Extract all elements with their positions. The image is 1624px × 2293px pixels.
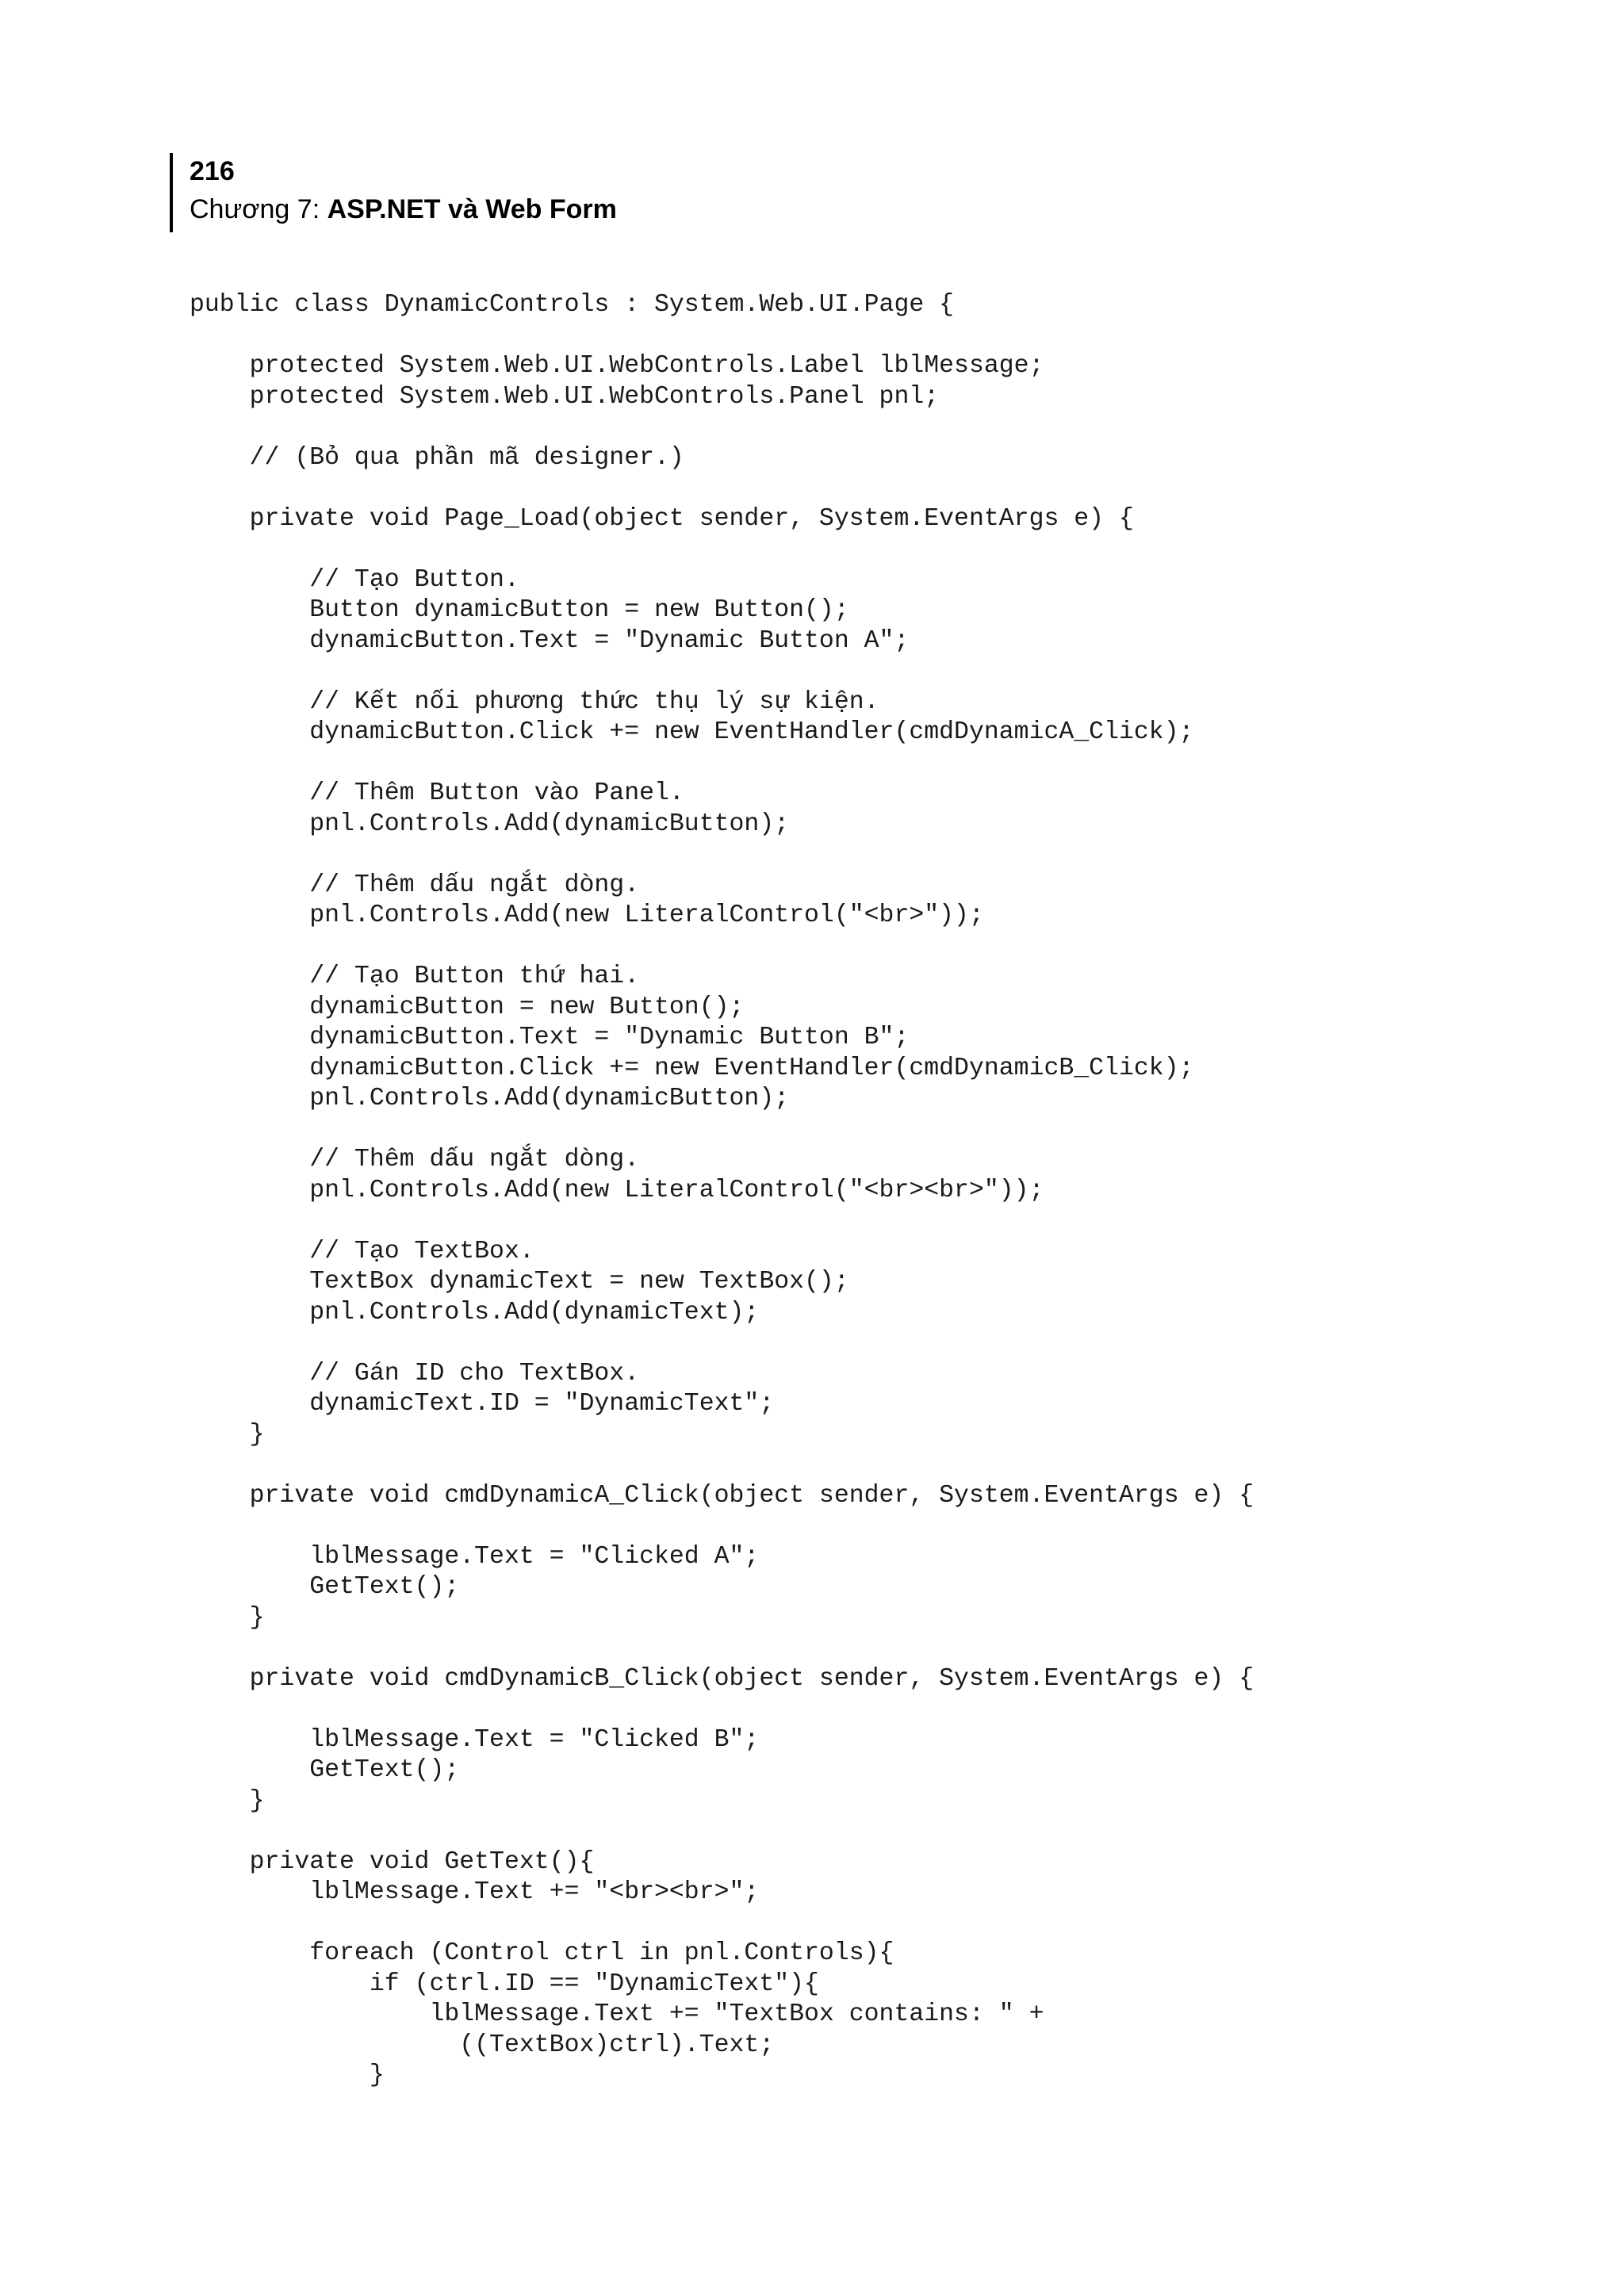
code-line <box>190 534 1254 565</box>
code-line: private void cmdDynamicB_Click(object sender, System.EventArgs e) { <box>190 1664 1254 1693</box>
code-line <box>190 1694 1254 1725</box>
code-line: // Thêm dấu ngắt dòng. <box>190 871 640 899</box>
code-line: protected System.Web.UI.WebControls.Label lblMessage; <box>190 352 1044 380</box>
page-number: 216 <box>190 156 235 186</box>
code-line: pnl.Controls.Add(new LiteralControl("<br>")); <box>190 902 984 929</box>
code-line: lblMessage.Text += "<br><br>"; <box>190 1878 760 1906</box>
code-line <box>190 1206 1254 1237</box>
code-line: GetText(); <box>190 1756 460 1784</box>
code-line: } <box>190 1420 265 1449</box>
code-line <box>190 1511 1254 1542</box>
code-line: private void GetText(){ <box>190 1847 595 1876</box>
code-line <box>190 1633 1254 1664</box>
code-line: protected System.Web.UI.WebControls.Panel pnl; <box>190 382 940 411</box>
code-line <box>190 321 1254 352</box>
code-line <box>190 932 1254 963</box>
code-line: lblMessage.Text = "Clicked B"; <box>190 1725 760 1754</box>
code-line: // Tạo TextBox. <box>190 1237 534 1265</box>
code-line <box>190 1115 1254 1146</box>
code-line: TextBox dynamicText = new TextBox(); <box>190 1268 849 1296</box>
code-line: dynamicButton.Click += new EventHandler(cmdDynamicB_Click); <box>190 1054 1194 1082</box>
code-line: private void cmdDynamicA_Click(object sender, System.EventArgs e) { <box>190 1481 1254 1510</box>
code-line: dynamicButton.Click += new EventHandler(cmdDynamicA_Click); <box>190 718 1194 746</box>
chapter-prefix: Chương 7: <box>190 194 327 224</box>
code-line <box>190 1450 1254 1481</box>
code-line <box>190 657 1254 687</box>
code-line: Button dynamicButton = new Button(); <box>190 596 849 624</box>
code-line: // Thêm Button vào Panel. <box>190 779 684 807</box>
code-line: pnl.Controls.Add(dynamicText); <box>190 1298 760 1326</box>
code-line <box>190 1328 1254 1359</box>
code-line: dynamicButton.Text = "Dynamic Button A"; <box>190 626 910 655</box>
code-line: // Kết nối phương thức thụ lý sự kiện. <box>190 687 879 716</box>
code-line: dynamicButton.Text = "Dynamic Button B"; <box>190 1024 910 1051</box>
code-listing <box>190 290 1254 2092</box>
chapter-title: ASP.NET và Web Form <box>327 194 617 224</box>
code-line: if (ctrl.ID == "DynamicText"){ <box>190 1970 819 1998</box>
code-line: } <box>190 1603 265 1632</box>
code-line: lblMessage.Text = "Clicked A"; <box>190 1542 760 1571</box>
code-line: pnl.Controls.Add(dynamicButton); <box>190 810 790 838</box>
code-line: } <box>190 1786 265 1815</box>
code-line: // Thêm dấu ngắt dòng. <box>190 1146 640 1173</box>
code-line: foreach (Control ctrl in pnl.Controls){ <box>190 1939 894 1967</box>
code-line <box>190 840 1254 871</box>
code-line <box>190 748 1254 779</box>
code-line: // Tạo Button. <box>190 565 519 594</box>
code-line: } <box>190 2061 385 2089</box>
header-rule <box>170 153 173 232</box>
code-line: pnl.Controls.Add(new LiteralControl("<br><br>")); <box>190 1176 1044 1204</box>
code-line: public class DynamicControls : System.Web.UI.Page { <box>190 291 955 319</box>
code-line: ((TextBox)ctrl).Text; <box>190 2031 775 2059</box>
code-line: GetText(); <box>190 1573 460 1601</box>
code-line <box>190 1908 1254 1939</box>
code-line: // Tạo Button thứ hai. <box>190 963 640 990</box>
code-line: lblMessage.Text += "TextBox contains: " + <box>190 2000 1044 2028</box>
code-line <box>190 473 1254 504</box>
code-line: pnl.Controls.Add(dynamicButton); <box>190 1085 790 1112</box>
code-line: dynamicText.ID = "DynamicText"; <box>190 1390 775 1418</box>
code-line: // Gán ID cho TextBox. <box>190 1359 640 1388</box>
code-line: // (Bỏ qua phần mã designer.) <box>190 443 684 472</box>
chapter-heading <box>190 193 617 225</box>
code-line: private void Page_Load(object sender, System.EventArgs e) { <box>190 504 1134 533</box>
code-line <box>190 1816 1254 1847</box>
code-line: dynamicButton = new Button(); <box>190 993 745 1021</box>
code-line <box>190 412 1254 443</box>
